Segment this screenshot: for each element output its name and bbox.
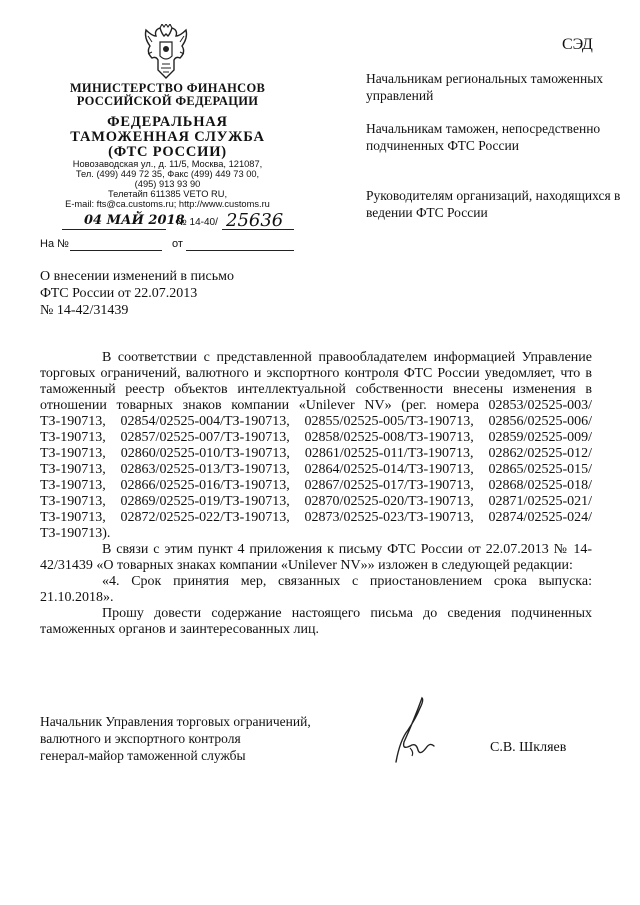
signatory-name: С.В. Шкляев bbox=[490, 740, 567, 755]
contact-details: Новозаводская ул., д. 11/5, Москва, 121087, Тел. (499) 449 72 35, Факс (499) 449 73 00, (495) 913 93 90 Телетайп 611385 VETO RU, E-mail: fts@ca.customs.ru; http://www.customs.ru bbox=[65, 159, 270, 209]
ref-underline bbox=[70, 250, 162, 251]
date-underline bbox=[62, 229, 166, 230]
registration-number-prefix: № 14-40/ bbox=[176, 217, 218, 228]
addressee-2: Начальникам таможен, непосредственно подчиненных ФТС России bbox=[366, 121, 601, 153]
handwritten-signature bbox=[390, 690, 440, 770]
letter-body bbox=[40, 350, 592, 638]
coat-of-arms-emblem bbox=[140, 24, 192, 82]
registration-number: 25636 bbox=[226, 210, 284, 231]
body-paragraph: «4. Срок принятия мер, связанных с приостановлением срока выпуска: 21.10.2018». bbox=[40, 574, 592, 605]
sed-stamp: СЭД bbox=[562, 36, 593, 53]
body-paragraph: Прошу довести содержание настоящего письма до сведения подчиненных таможенных органов и заинтересованных лиц. bbox=[40, 606, 592, 637]
body-paragraph: В связи с этим пункт 4 приложения к письму ФТС России от 22.07.2013 № 14-42/31439 «О товарных знаках компании «Unilever NV»» изложен в следующей редакции: bbox=[40, 542, 592, 573]
addressee-1: Начальникам региональных таможенных управлений bbox=[366, 71, 604, 103]
subject-heading: О внесении изменений в письмо ФТС России от 22.07.2013 № 14-42/31439 bbox=[40, 269, 234, 318]
signatory-position: Начальник Управления торговых ограничений, валютного и экспортного контроля генерал-майор таможенной службы bbox=[40, 714, 311, 763]
registration-date: 04 МАЙ 2018 bbox=[84, 213, 185, 228]
from-underline bbox=[186, 250, 294, 251]
from-label: от bbox=[172, 238, 183, 250]
ref-label: На № bbox=[40, 238, 69, 250]
service-name: ФЕДЕРАЛЬНАЯ ТАМОЖЕННАЯ СЛУЖБА (ФТС РОССИИ) bbox=[70, 114, 265, 160]
body-paragraph: В соответствии с представленной правообладателем информацией Управление торговых ограничений, валютного и экспортного контроля ФТС России уведомляет, что в таможенный реестр объектов интеллектуальной собственности внесены изменения в отношении товарных знаков компании «Unilever NV» (рег. номера 02853/02525-003/ТЗ-190713, 02854/02525-004/ТЗ-190713, 02855/02525-005/ТЗ-190713, 02856/02525-006/ТЗ-190713, 02857/02525-007/ТЗ-190713, 02858/02525-008/ТЗ-190713, 02859/02525-009/ТЗ-190713, 02860/02525-010/ТЗ-190713, 02861/02525-011/ТЗ-190713, 02862/02525-012/ТЗ-190713, 02863/02525-013/ТЗ-190713, 02864/02525-014/ТЗ-190713, 02865/02525-015/ТЗ-190713, 02866/02525-016/ТЗ-190713, 02867/02525-017/ТЗ-190713, 02868/02525-018/ТЗ-190713, 02869/02525-019/ТЗ-190713, 02870/02525-020/ТЗ-190713, 02871/02525-021/ТЗ-190713, 02872/02525-022/ТЗ-190713, 02873/02525-023/ТЗ-190713, 02874/02525-024/ТЗ-190713). bbox=[40, 350, 592, 541]
ministry-name: МИНИСТЕРСТВО ФИНАНСОВ РОССИЙСКОЙ ФЕДЕРАЦИИ bbox=[69, 81, 266, 108]
number-underline bbox=[222, 229, 294, 230]
addressee-3: Руководителям организаций, находящихся в ведении ФТС России bbox=[366, 188, 621, 220]
